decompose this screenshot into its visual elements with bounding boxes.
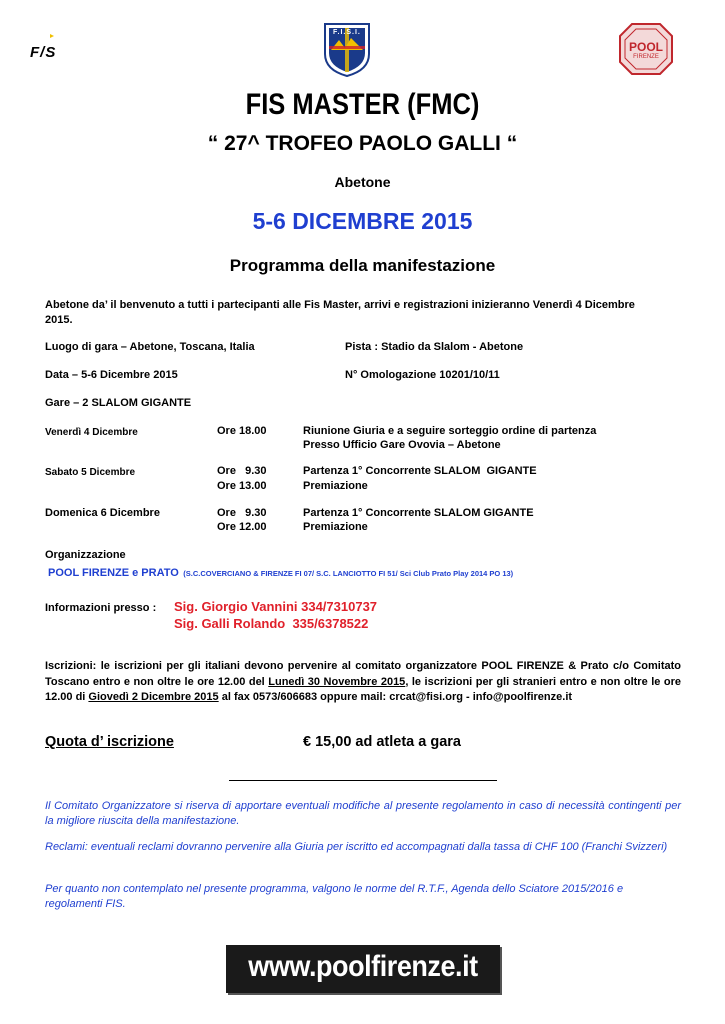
pool-firenze-logo — [618, 22, 674, 76]
registration-deadline-foreigners: Giovedì 2 Dicembre 2015 — [88, 691, 219, 703]
program-heading: Programma della manifestazione — [229, 256, 496, 275]
schedule-event-1b: Presso Ufficio Gare Ovovia – Abetone — [303, 439, 501, 451]
organization-label: Organizzazione — [45, 549, 126, 561]
note-rules: Per quanto non contemplato nel presente programma, valgono le norme del R.T.F., Agenda dello Sciatore 2015/2016 e regolamenti FIS. — [45, 883, 624, 910]
pool-logo-sub: FIRENZE — [633, 54, 659, 60]
intro-text: Abetone da’ il benvenuto a tutti i partecipanti alle Fis Master, arrivi e registrazioni inizieranno Venerdì 4 Dicembre 2015. — [45, 299, 635, 326]
page-subtitle: “ 27^ TROFEO PAOLO GALLI “ — [207, 132, 518, 155]
schedule-time-1a: Ore 18.00 — [217, 425, 267, 437]
fisi-logo — [321, 20, 373, 78]
fisi-logo-text: F.I.S.I. — [333, 29, 361, 36]
schedule-day-1: Venerdì 4 Dicembre — [45, 427, 138, 438]
organization-name: POOL FIRENZE e PRATO — [48, 567, 179, 579]
schedule-time-3b: Ore 12.00 — [217, 521, 267, 533]
race-location: Luogo di gara – Abetone, Toscana, Italia — [45, 341, 255, 353]
schedule-event-3a: Partenza 1° Concorrente SLALOM GIGANTE — [303, 507, 534, 519]
fis-logo-text: F/S — [30, 44, 57, 61]
pool-logo-main: POOL — [628, 40, 663, 54]
schedule-event-1a: Riunione Giuria e a seguire sorteggio ordine di partenza — [303, 425, 597, 437]
note-modifications: Il Comitato Organizzatore si riserva di apportare eventuali modifiche al presente regolamento in caso di necessità contingenti per la migliore riuscita della manifestazione. — [45, 800, 681, 827]
registration-text — [45, 659, 681, 706]
contacts-label: Informazioni presso : — [45, 602, 157, 614]
page-title: FIS MASTER (FMC) — [245, 88, 480, 121]
race-date: Data – 5-6 Dicembre 2015 — [45, 369, 178, 381]
registration-part-2: , le iscrizioni per gli stranieri entro e non oltre le ore 12.00 di — [45, 675, 681, 703]
registration-deadline-italians: Lunedì 30 Novembre 2015 — [268, 675, 406, 688]
slope-name: Pista : Stadio da Slalom - Abetone — [345, 341, 524, 353]
fee-label: Quota d’ iscrizione — [45, 734, 174, 750]
registration-part-1: Iscrizioni: le iscrizioni per gli italiani devono pervenire al comitato organizzatore POOL FIRENZE & Prato c/o Comitato Toscano entro e non oltre le ore 12.00 del — [45, 660, 681, 688]
fee-value: € 15,00 ad atleta a gara — [303, 734, 461, 750]
event-date: 5-6 DICEMBRE 2015 — [252, 208, 473, 234]
homologation: N° Omologazione 10201/10/11 — [345, 369, 500, 381]
races-count: Gare – 2 SLALOM GIGANTE — [45, 397, 192, 409]
schedule-day-3: Domenica 6 Dicembre — [45, 507, 160, 519]
schedule-time-2a: Ore 9.30 — [217, 465, 267, 477]
fis-logo — [28, 32, 72, 72]
schedule-time-3a: Ore 9.30 — [217, 507, 267, 519]
note-complaints: Reclami: eventuali reclami dovranno pervenire alla Giuria per iscritto ed accompagnati dalla tassa di CHF 100 (Franchi Svizzeri) — [45, 841, 668, 853]
contact-galli: Sig. Galli Rolando 335/6378522 — [174, 616, 369, 631]
schedule-time-2b: Ore 13.00 — [217, 480, 267, 492]
schedule-day-2: Sabato 5 Dicembre — [45, 467, 136, 478]
registration-part-3: al fax 0573/606683 oppure mail: crcat@fisi.org - info@poolfirenze.it — [218, 691, 573, 703]
organization-line — [48, 563, 513, 581]
organization-details: (S.C.COVERCIANO & FIRENZE FI 07/ S.C. LANCIOTTO FI 51/ Sci Club Prato Play 2014 PO 13) — [183, 569, 514, 578]
contact-vannini: Sig. Giorgio Vannini 334/7310737 — [174, 599, 378, 614]
divider — [229, 780, 497, 781]
schedule-event-3b: Premiazione — [303, 521, 368, 533]
website-url[interactable]: www.poolfirenze.it — [248, 950, 478, 983]
event-location: Abetone — [334, 174, 391, 190]
website-banner[interactable] — [226, 945, 500, 993]
schedule-event-2b: Premiazione — [303, 480, 368, 492]
schedule-event-2a: Partenza 1° Concorrente SLALOM GIGANTE — [303, 465, 537, 477]
